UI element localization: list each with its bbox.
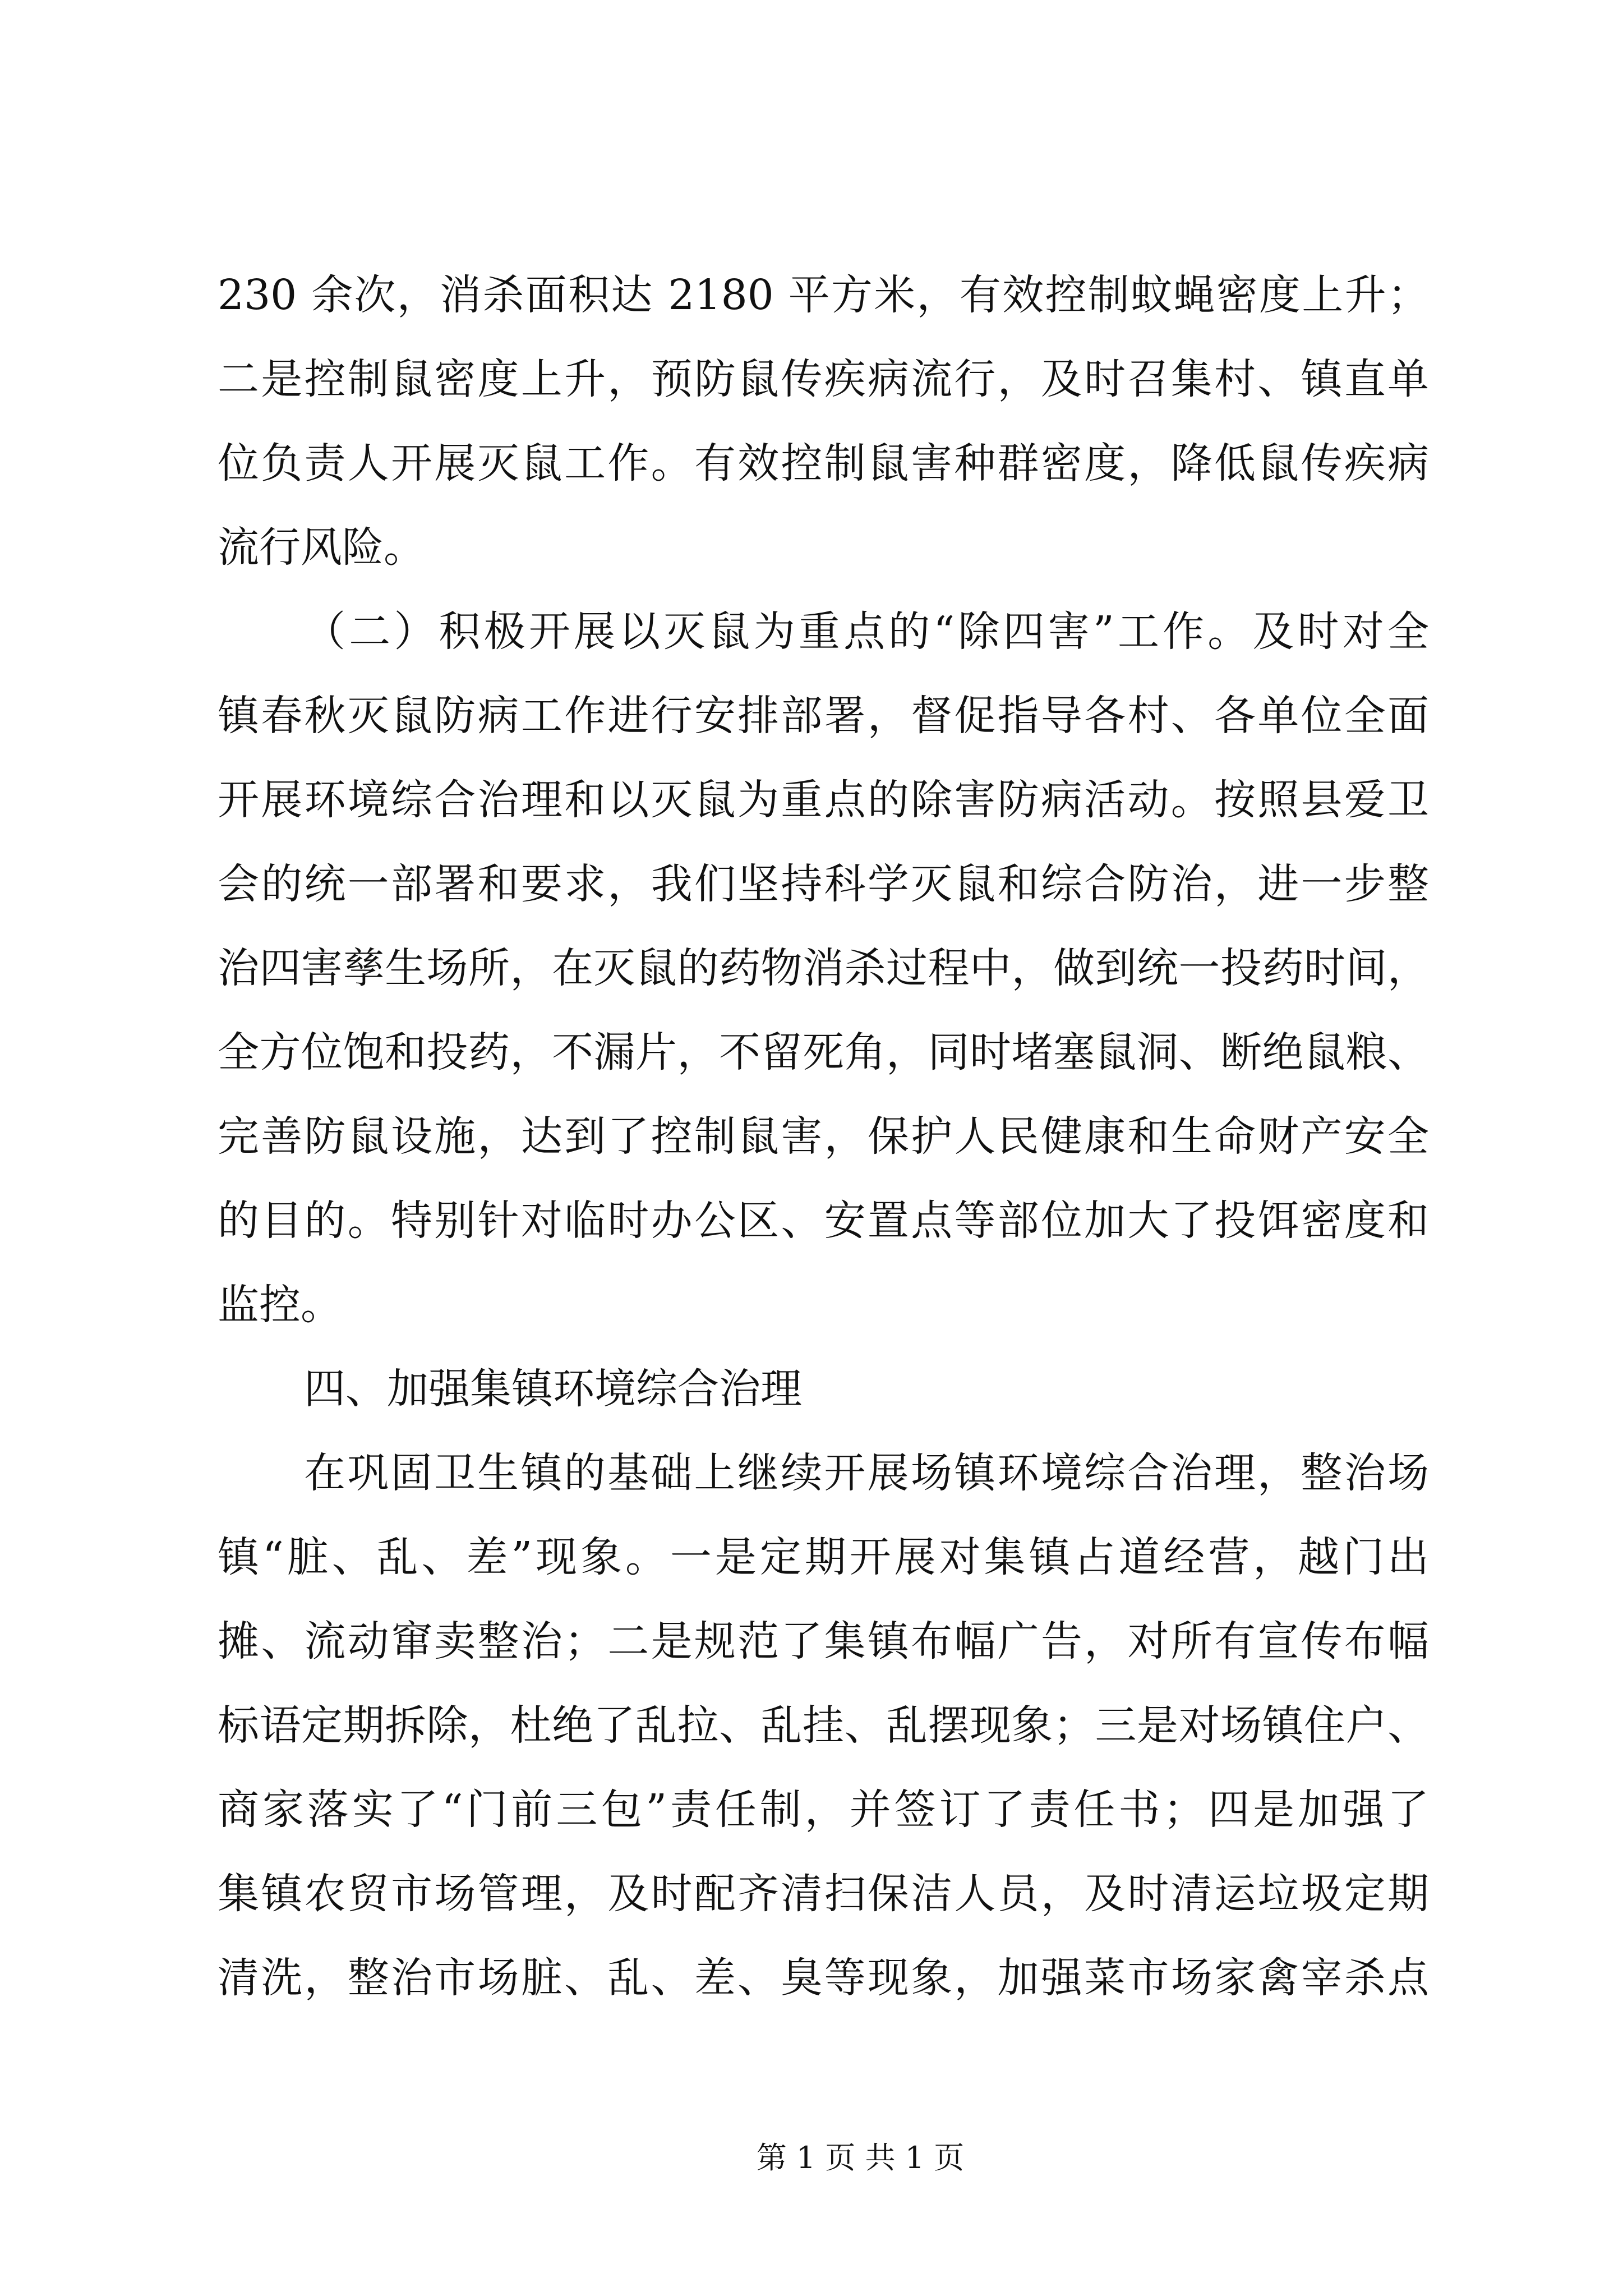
- text-line: 监控。: [218, 1281, 342, 1329]
- text-line: 会的统一部署和要求，我们坚持科学灭鼠和综合防治，进一步整: [218, 860, 1429, 908]
- paragraph: [218, 1431, 1429, 2020]
- text-line: 流行风险。: [218, 523, 425, 572]
- text-line: 在巩固卫生镇的基础上继续开展场镇环境综合治理，整治场: [304, 1449, 1429, 1497]
- text-line: 标语定期拆除，杜绝了乱拉、乱挂、乱摆现象；三是对场镇住户、: [218, 1701, 1429, 1750]
- text-line: 完善防鼠设施，达到了控制鼠害，保护人民健康和生命财产安全: [218, 1112, 1429, 1161]
- paragraph: [218, 253, 1429, 590]
- body-text: [218, 253, 1429, 2020]
- text-line: 摊、流动窜卖整治；二是规范了集镇布幅广告，对所有宣传布幅: [218, 1617, 1429, 1665]
- text-line: 二是控制鼠密度上升，预防鼠传疾病流行，及时召集村、镇直单: [218, 355, 1429, 403]
- paragraph: [218, 590, 1429, 1347]
- text-line: 商家落实了“门前三包”责任制，并签订了责任书；四是加强了: [218, 1786, 1429, 1834]
- text-line: 清洗，整治市场脏、乱、差、臭等现象，加强菜市场家禽宰杀点: [218, 1954, 1429, 2002]
- page-footer: 第 1 页 共 1 页: [756, 2140, 965, 2175]
- text-line: 镇春秋灭鼠防病工作进行安排部署，督促指导各村、各单位全面: [218, 692, 1429, 740]
- text-line: （二）积极开展以灭鼠为重点的“除四害”工作。及时对全: [304, 608, 1429, 656]
- text-line: 全方位饱和投药，不漏片，不留死角，同时堵塞鼠洞、断绝鼠粮、: [218, 1028, 1429, 1076]
- text-line: 开展环境综合治理和以灭鼠为重点的除害防病活动。按照县爱卫: [218, 776, 1429, 824]
- text-line: 镇“脏、乱、差”现象。一是定期开展对集镇占道经营，越门出: [218, 1533, 1429, 1581]
- text-line: 230 余次，消杀面积达 2180 平方米，有效控制蚊蝇密度上升；: [218, 271, 1429, 319]
- text-line: 位负责人开展灭鼠工作。有效控制鼠害种群密度，降低鼠传疾病: [218, 439, 1429, 487]
- section-heading: 四、加强集镇环境综合治理: [304, 1365, 802, 1413]
- text-line: 集镇农贸市场管理，及时配齐清扫保洁人员，及时清运垃圾定期: [218, 1870, 1429, 1918]
- text-line: 治四害孳生场所，在灭鼠的药物消杀过程中，做到统一投药时间，: [218, 944, 1429, 992]
- text-line: 的目的。特别针对临时办公区、安置点等部位加大了投饵密度和: [218, 1197, 1429, 1245]
